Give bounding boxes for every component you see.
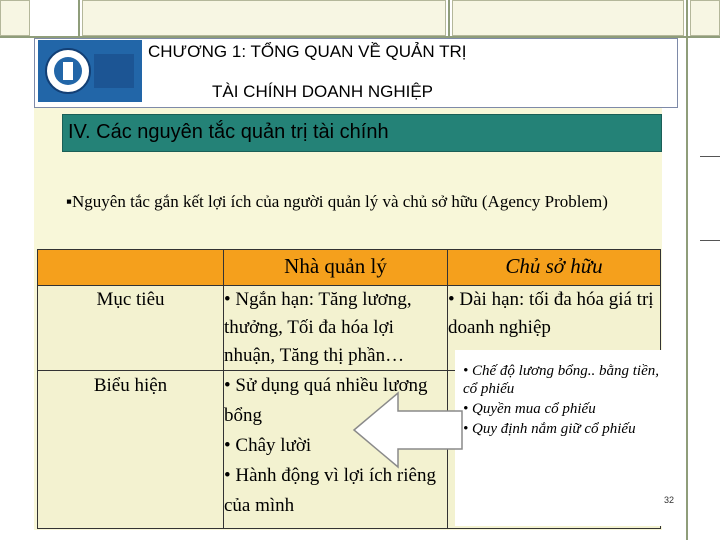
grid-line-v2	[448, 0, 450, 38]
table-header-manager: Nhà quản lý	[224, 250, 448, 286]
grid-cell	[452, 0, 684, 36]
divider	[700, 240, 720, 241]
grid-line-v1	[78, 0, 80, 38]
list-item: • Sử dụng quá nhiều lương bổng	[224, 375, 428, 426]
list-item: • Quyền mua cổ phiếu	[463, 401, 596, 417]
table-header-owner: Chủ sở hữu	[448, 250, 661, 286]
university-logo	[38, 40, 142, 102]
goal-manager-cell: • Ngắn hạn: Tăng lương, thưởng, Tối đa hóa lợi nhuận, Tăng thị phần…	[224, 286, 448, 371]
page-number: 32	[664, 495, 675, 505]
goal-owner-cell: • Dài hạn: tối đa hóa giá trị doanh nghiệp	[448, 286, 661, 371]
section-title: IV. Các nguyên tắc quản trị tài chính	[68, 121, 389, 143]
chapter-title-line1: CHƯƠNG 1: TỔNG QUAN VỀ QUẢN TRỊ	[148, 42, 467, 61]
table-header-row	[38, 250, 661, 286]
grid-cell	[82, 0, 446, 36]
row-label-manifestation: Biểu hiện	[38, 371, 224, 529]
left-arrow-icon	[352, 389, 464, 471]
list-item: • Chây lười	[224, 435, 312, 456]
list-item: • Chế độ lương bổng.. bằng tiền, cổ phiếu	[463, 363, 660, 397]
grid-cell	[0, 0, 30, 36]
row-label-goal: Mục tiêu	[38, 286, 224, 371]
bullet-paragraph: ▪Nguyên tắc gắn kết lợi ích của người quản lý và chủ sở hữu (Agency Problem)	[66, 192, 608, 211]
divider	[700, 156, 720, 157]
owner-measures-box	[455, 350, 665, 526]
list-item: • Quy định nắm giữ cổ phiếu	[463, 421, 636, 437]
table-header-empty	[38, 250, 224, 286]
chapter-title-line2: TÀI CHÍNH DOANH NGHIỆP	[212, 82, 434, 101]
list-item: • Hành động vì lợi ích riêng của mình	[224, 465, 436, 516]
logo-emblem-icon	[38, 40, 142, 102]
grid-cell	[690, 0, 720, 36]
grid-line-v3	[686, 0, 688, 540]
